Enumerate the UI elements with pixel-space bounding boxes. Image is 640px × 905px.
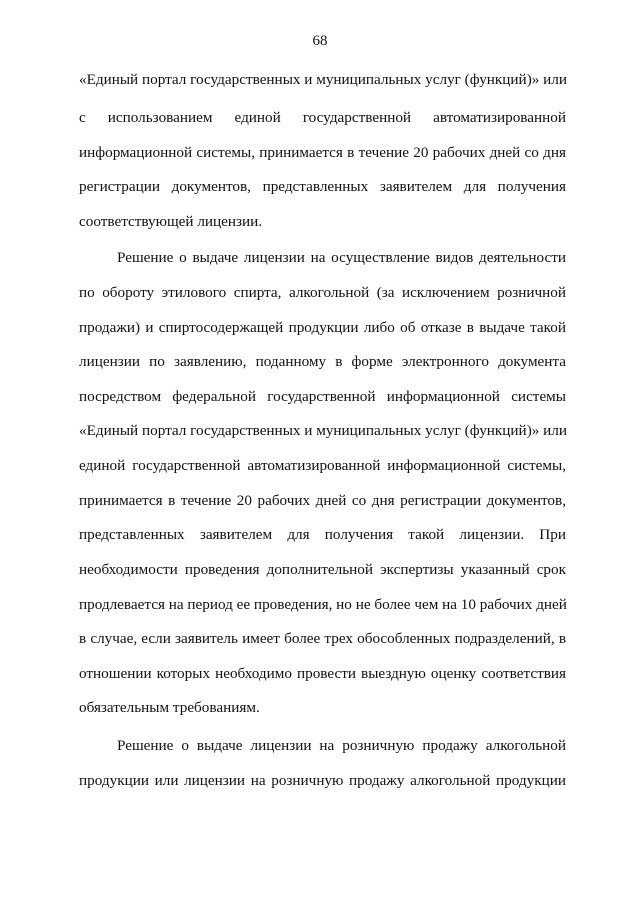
- text-line: продажи) и спиртосодержащей продукции либо об отказе в выдаче такой: [79, 319, 566, 336]
- text-line: посредством федеральной государственной информационной системы: [79, 388, 566, 405]
- text-line: регистрации документов, представленных заявителем для получения: [79, 178, 566, 195]
- text-line: «Единый портал государственных и муниципальных услуг (функций)» или: [79, 422, 567, 439]
- text-line: лицензии по заявлению, поданному в форме электронного документа: [79, 353, 566, 370]
- text-line: принимается в течение 20 рабочих дней со дня регистрации документов,: [79, 492, 566, 509]
- text-line: отношении которых необходимо провести выездную оценку соответствия: [79, 665, 566, 682]
- text-line: необходимости проведения дополнительной экспертизы указанный срок: [79, 561, 566, 578]
- text-line: единой государственной автоматизированной информационной системы,: [79, 457, 566, 474]
- text-line: с использованием единой государственной автоматизированной: [79, 109, 566, 126]
- text-line: по обороту этилового спирта, алкогольной (за исключением розничной: [79, 284, 566, 301]
- text-line: соответствующей лицензии.: [79, 213, 263, 230]
- text-line: информационной системы, принимается в течение 20 рабочих дней со дня: [79, 144, 566, 161]
- text-line: в случае, если заявитель имеет более трех обособленных подразделений, в: [79, 630, 566, 647]
- page-number: 68: [312, 33, 328, 49]
- paragraph-first-line: Решение о выдаче лицензии на осуществление видов деятельности: [117, 249, 566, 266]
- text-line: «Единый портал государственных и муниципальных услуг (функций)» или: [79, 71, 567, 88]
- text-line: представленных заявителем для получения такой лицензии. При: [79, 526, 566, 543]
- text-line: обязательным требованиям.: [79, 699, 260, 716]
- text-line: продукции или лицензии на розничную продажу алкогольной продукции: [79, 772, 566, 789]
- text-line: продлевается на период ее проведения, но не более чем на 10 рабочих дней: [79, 596, 567, 613]
- paragraph-first-line: Решение о выдаче лицензии на розничную продажу алкогольной: [117, 737, 566, 754]
